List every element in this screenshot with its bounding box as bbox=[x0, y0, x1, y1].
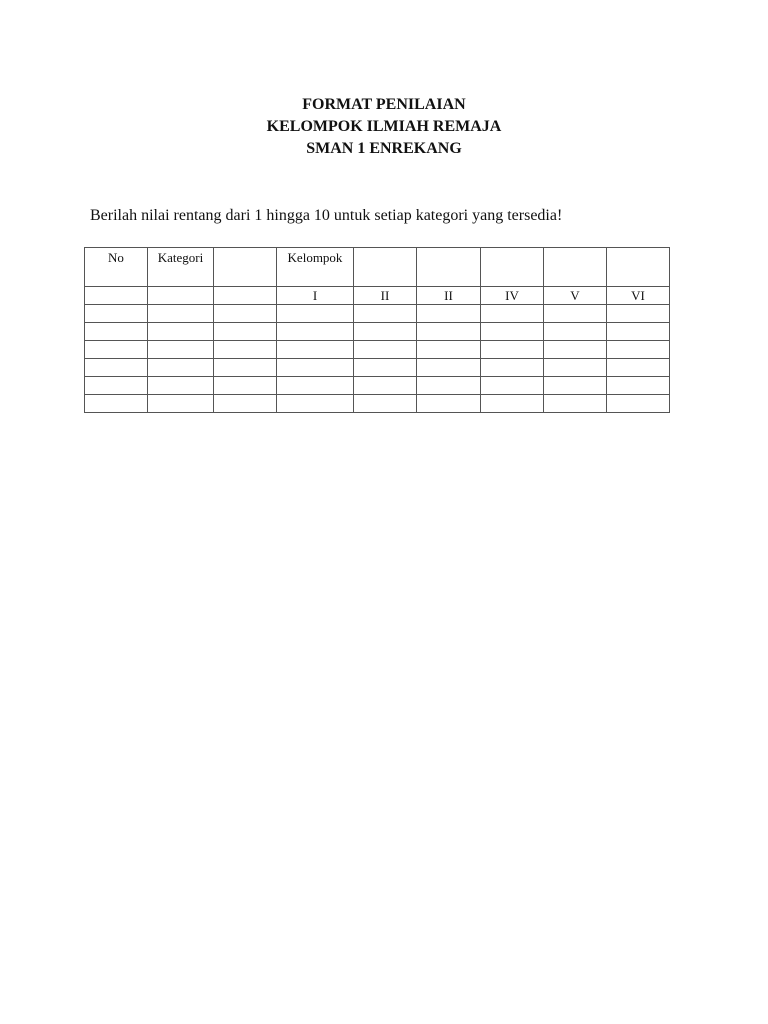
table-cell bbox=[607, 377, 670, 395]
table-cell bbox=[214, 341, 277, 359]
table-header-row bbox=[85, 248, 670, 287]
group-label-1: I bbox=[277, 287, 354, 305]
group-label-4: IV bbox=[481, 287, 544, 305]
table-row bbox=[85, 341, 670, 359]
table-cell bbox=[417, 341, 481, 359]
table-cell bbox=[277, 323, 354, 341]
table-cell bbox=[481, 395, 544, 413]
table-cell bbox=[417, 377, 481, 395]
table-cell bbox=[85, 305, 148, 323]
header-kelompok: Kelompok bbox=[277, 248, 354, 287]
table-cell bbox=[85, 359, 148, 377]
table-cell bbox=[148, 377, 214, 395]
title-line-2: KELOMPOK ILMIAH REMAJA bbox=[266, 118, 502, 135]
table-cell bbox=[417, 305, 481, 323]
header-empty-cell bbox=[214, 248, 277, 287]
header-empty-cell bbox=[354, 248, 417, 287]
table-cell bbox=[481, 305, 544, 323]
table-cell bbox=[607, 359, 670, 377]
table-cell bbox=[544, 305, 607, 323]
group-label-3: II bbox=[417, 287, 481, 305]
header-empty-cell bbox=[417, 248, 481, 287]
table-cell bbox=[481, 323, 544, 341]
header-empty-cell bbox=[544, 248, 607, 287]
table-cell bbox=[354, 377, 417, 395]
table-cell bbox=[481, 341, 544, 359]
table-cell bbox=[417, 395, 481, 413]
table-cell bbox=[277, 341, 354, 359]
table-cell bbox=[277, 377, 354, 395]
table-cell bbox=[214, 323, 277, 341]
title-line-1: FORMAT PENILAIAN bbox=[302, 96, 466, 113]
table-cell bbox=[481, 377, 544, 395]
table-row bbox=[85, 305, 670, 323]
header-empty-cell bbox=[481, 248, 544, 287]
table-cell bbox=[544, 323, 607, 341]
table-cell bbox=[85, 395, 148, 413]
title-line-3: SMAN 1 ENREKANG bbox=[306, 140, 462, 157]
table-cell bbox=[148, 359, 214, 377]
table-cell bbox=[354, 323, 417, 341]
table-cell bbox=[417, 323, 481, 341]
group-label-2: II bbox=[354, 287, 417, 305]
table-cell bbox=[544, 395, 607, 413]
table-cell bbox=[85, 341, 148, 359]
table-row bbox=[85, 323, 670, 341]
instruction-text: Berilah nilai rentang dari 1 hingga 10 untuk setiap kategori yang tersedia! bbox=[90, 207, 563, 224]
table-cell bbox=[148, 287, 214, 305]
table-body bbox=[85, 305, 670, 413]
table-cell bbox=[354, 305, 417, 323]
table-cell bbox=[214, 377, 277, 395]
group-label-6: VI bbox=[607, 287, 670, 305]
header-empty-cell bbox=[607, 248, 670, 287]
table-cell bbox=[148, 341, 214, 359]
table-cell bbox=[481, 359, 544, 377]
header-no: No bbox=[85, 248, 148, 287]
table-cell bbox=[85, 377, 148, 395]
table-cell bbox=[214, 359, 277, 377]
table-cell bbox=[85, 323, 148, 341]
table-cell bbox=[85, 287, 148, 305]
table-cell bbox=[607, 305, 670, 323]
assessment-table bbox=[84, 247, 670, 413]
table-row bbox=[85, 359, 670, 377]
table-cell bbox=[417, 359, 481, 377]
table-cell bbox=[544, 341, 607, 359]
table-cell bbox=[544, 377, 607, 395]
table-cell bbox=[607, 323, 670, 341]
table-cell bbox=[277, 305, 354, 323]
group-label-row bbox=[85, 287, 670, 305]
table-cell bbox=[214, 305, 277, 323]
table-row bbox=[85, 395, 670, 413]
table-cell bbox=[354, 395, 417, 413]
table-cell bbox=[544, 359, 607, 377]
table-cell bbox=[214, 287, 277, 305]
group-label-5: V bbox=[544, 287, 607, 305]
table-cell bbox=[214, 395, 277, 413]
table-cell bbox=[277, 359, 354, 377]
table-cell bbox=[354, 359, 417, 377]
table-cell bbox=[607, 395, 670, 413]
table-cell bbox=[148, 305, 214, 323]
table-cell bbox=[148, 323, 214, 341]
table-cell bbox=[277, 395, 354, 413]
table-cell bbox=[148, 395, 214, 413]
document-title bbox=[0, 94, 768, 160]
header-kategori: Kategori bbox=[148, 248, 214, 287]
table-cell bbox=[607, 341, 670, 359]
table-cell bbox=[354, 341, 417, 359]
table-row bbox=[85, 377, 670, 395]
